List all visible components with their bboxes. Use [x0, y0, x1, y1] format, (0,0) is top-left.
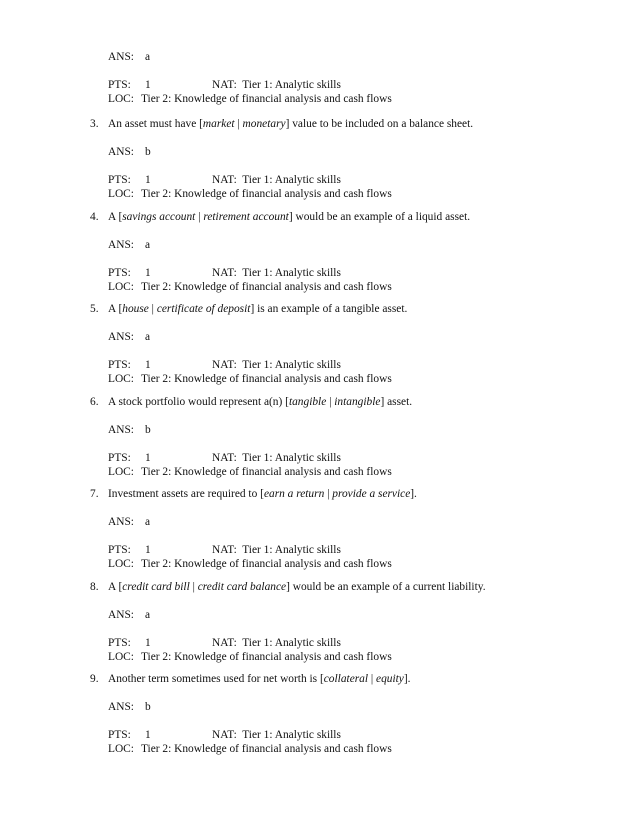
question-separator: | — [326, 396, 335, 408]
pts-line — [108, 637, 341, 650]
loc-value: Tier 2: Knowledge of financial analysis and cash flows — [141, 651, 392, 663]
nat-label: NAT: — [212, 637, 237, 649]
loc-value: Tier 2: Knowledge of financial analysis and cash flows — [141, 558, 392, 570]
question-text-before: Another term sometimes used for net worth is [ — [108, 673, 324, 685]
question-option-1: savings account — [122, 211, 196, 223]
question-option-2: equity — [376, 673, 404, 685]
pts-value: 1 — [145, 637, 151, 649]
pts-label: PTS: — [108, 729, 131, 741]
ans-label: ANS: — [108, 701, 134, 713]
pts-line — [108, 544, 341, 557]
question-text-after: ]. — [403, 673, 411, 685]
pts-line — [108, 452, 341, 465]
question-option-2: monetary — [242, 118, 286, 130]
ans-value: b — [145, 146, 151, 158]
ans-label: ANS: — [108, 516, 134, 528]
question-text-after: ] would be an example of a current liability. — [286, 581, 486, 593]
pts-label: PTS: — [108, 544, 131, 556]
question-separator: | — [148, 303, 157, 315]
pts-value: 1 — [145, 544, 151, 556]
ans-line — [108, 516, 150, 529]
question-separator: | — [234, 118, 243, 130]
question-text-before: Investment assets are required to [ — [108, 488, 264, 500]
loc-value: Tier 2: Knowledge of financial analysis and cash flows — [141, 281, 392, 293]
question-text-before: A [ — [108, 211, 123, 223]
pts-line — [108, 359, 341, 372]
nat-value: Tier 1: Analytic skills — [242, 729, 341, 741]
ans-value: a — [145, 51, 151, 63]
pts-line — [108, 729, 341, 742]
ans-label: ANS: — [108, 424, 134, 436]
question-number: 3. — [90, 118, 99, 130]
pts-line — [108, 267, 341, 280]
loc-label: LOC: — [108, 188, 134, 200]
first-ans-line — [108, 51, 150, 64]
loc-line — [108, 743, 392, 756]
nat-label: NAT: — [212, 544, 237, 556]
question-text-after: ]. — [410, 488, 417, 500]
question-text — [108, 488, 417, 501]
pts-label: PTS: — [108, 359, 131, 371]
nat-value: Tier 1: Analytic skills — [242, 637, 341, 649]
question-text — [108, 303, 407, 316]
pts-value: 1 — [145, 359, 151, 371]
question-number: 6. — [90, 396, 99, 408]
loc-value: Tier 2: Knowledge of financial analysis and cash flows — [141, 466, 392, 478]
ans-value: a — [145, 239, 151, 251]
loc-label: LOC: — [108, 93, 134, 105]
pts-value: 1 — [145, 174, 151, 186]
question-text — [108, 211, 470, 224]
nat-label: NAT: — [212, 729, 237, 741]
question-option-1: earn a return — [263, 488, 325, 500]
pts-value: 1 — [145, 452, 151, 464]
ans-value: a — [145, 516, 151, 528]
question-option-2: provide a service — [332, 488, 411, 500]
question-text — [108, 581, 486, 594]
loc-value: Tier 2: Knowledge of financial analysis and cash flows — [141, 373, 392, 385]
loc-label: LOC: — [108, 466, 134, 478]
loc-line — [108, 466, 392, 479]
question-text-after: ] is an example of a tangible asset. — [250, 303, 408, 315]
nat-value: Tier 1: Analytic skills — [242, 267, 341, 279]
question-number: 4. — [90, 211, 99, 223]
ans-line — [108, 146, 151, 159]
ans-value: a — [145, 609, 151, 621]
question-option-2: credit card balance — [197, 581, 287, 593]
question-option-1: house — [122, 303, 149, 315]
pts-value: 1 — [145, 267, 151, 279]
question-separator: | — [324, 488, 333, 500]
pts-label: PTS: — [108, 174, 131, 186]
nat-label: NAT: — [212, 174, 237, 186]
ans-label: ANS: — [108, 331, 134, 343]
question-option-2: intangible — [334, 396, 381, 408]
question-separator: | — [189, 581, 198, 593]
nat-value: Tier 1: Analytic skills — [242, 79, 341, 91]
question-text — [108, 396, 412, 409]
loc-line — [108, 281, 392, 294]
question-separator: | — [195, 211, 204, 223]
ans-line — [108, 609, 150, 622]
question-text-after: ] would be an example of a liquid asset. — [288, 211, 471, 223]
pts-label: PTS: — [108, 637, 131, 649]
question-text-before: A stock portfolio would represent a(n) [ — [108, 396, 289, 408]
ans-line — [108, 424, 151, 437]
question-text — [108, 118, 473, 131]
question-text-before: A [ — [108, 581, 123, 593]
question-option-2: retirement account — [203, 211, 289, 223]
nat-value: Tier 1: Analytic skills — [242, 452, 341, 464]
question-text-after: ] asset. — [380, 396, 413, 408]
pts-value: 1 — [145, 79, 151, 91]
question-number: 5. — [90, 303, 99, 315]
question-separator: | — [368, 673, 377, 685]
ans-value: b — [145, 424, 151, 436]
loc-line — [108, 188, 392, 201]
loc-label: LOC: — [108, 651, 134, 663]
ans-line — [108, 239, 150, 252]
ans-value: b — [145, 701, 151, 713]
ans-label: ANS: — [108, 239, 134, 251]
question-text — [108, 673, 411, 686]
nat-label: NAT: — [212, 267, 237, 279]
loc-label: LOC: — [108, 743, 134, 755]
loc-label: LOC: — [108, 558, 134, 570]
question-number: 7. — [90, 488, 99, 500]
first-pts-line — [108, 79, 341, 92]
pts-label: PTS: — [108, 79, 131, 91]
pts-label: PTS: — [108, 267, 131, 279]
nat-value: Tier 1: Analytic skills — [242, 174, 341, 186]
question-option-2: certificate of deposit — [156, 303, 251, 315]
ans-label: ANS: — [108, 609, 134, 621]
question-text-before: A [ — [108, 303, 123, 315]
pts-value: 1 — [145, 729, 151, 741]
question-option-1: market — [202, 118, 235, 130]
question-option-1: credit card bill — [122, 581, 190, 593]
ans-label: ANS: — [108, 51, 134, 63]
question-number: 9. — [90, 673, 99, 685]
ans-line — [108, 331, 150, 344]
question-option-1: tangible — [288, 396, 327, 408]
nat-value: Tier 1: Analytic skills — [242, 359, 341, 371]
loc-line — [108, 373, 392, 386]
nat-value: Tier 1: Analytic skills — [242, 544, 341, 556]
nat-label: NAT: — [212, 452, 237, 464]
loc-line — [108, 651, 392, 664]
loc-value: Tier 2: Knowledge of financial analysis and cash flows — [141, 188, 392, 200]
nat-label: NAT: — [212, 359, 237, 371]
loc-value: Tier 2: Knowledge of financial analysis and cash flows — [141, 743, 392, 755]
ans-line — [108, 701, 151, 714]
ans-value: a — [145, 331, 151, 343]
question-text-before: An asset must have [ — [108, 118, 203, 130]
loc-line — [108, 558, 392, 571]
loc-value: Tier 2: Knowledge of financial analysis and cash flows — [141, 93, 392, 105]
pts-line — [108, 174, 341, 187]
loc-label: LOC: — [108, 281, 134, 293]
pts-label: PTS: — [108, 452, 131, 464]
loc-label: LOC: — [108, 373, 134, 385]
first-loc-line — [108, 93, 392, 106]
ans-label: ANS: — [108, 146, 134, 158]
nat-label: NAT: — [212, 79, 237, 91]
question-number: 8. — [90, 581, 99, 593]
question-option-1: collateral — [323, 673, 369, 685]
question-text-after: ] value to be included on a balance sheet. — [285, 118, 474, 130]
